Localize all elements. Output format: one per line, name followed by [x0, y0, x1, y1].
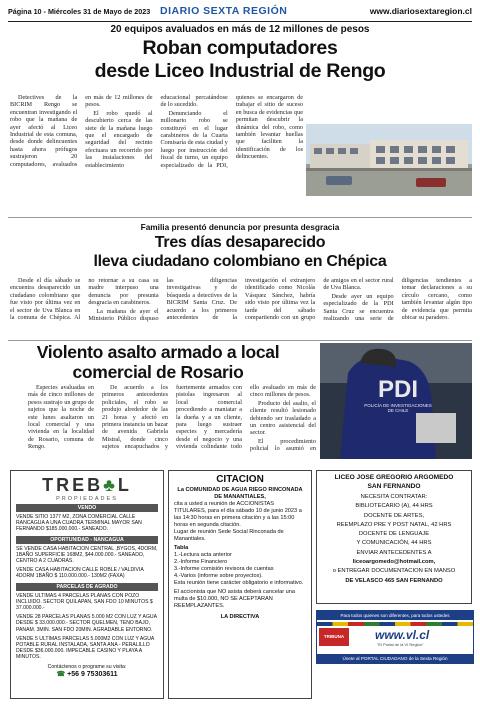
vl-cta: Únete al PORTAL CIUDADANO de la Sexta Región [317, 654, 473, 663]
citacion-tabla: Tabla [174, 545, 189, 551]
citacion-paragraph: El accionista que NO asista deberá cancelar una multa de $10.000, NO SE ACEPTARAN REEMPLAZANTES. [174, 589, 295, 609]
liceo-title-2: SAN FERNANDO [367, 482, 421, 490]
citacion-agenda-item: 1.-Lectura acta anterior [174, 552, 232, 558]
vl-color-strip [317, 622, 473, 626]
school-building-illustration [306, 124, 472, 196]
section-divider [8, 340, 472, 341]
liceo-line: Y COMUNICACIÓN, 44 HRS [356, 540, 432, 547]
pdi-line2: DE CHILE [387, 408, 409, 413]
citacion-paragraph: Esta reunión tiene carácter obligatorio e informativo. [174, 580, 304, 586]
trebol-listing: VENDE 28 PARCELAS PLANAS 5.000 M2 CON LUZ Y AGUA DESDE $ 33.000.000.- SECTOR QUELMEN, TENO BAJO, PANAM. 3MIN. SAN FDO 20MIN. AGRADABLE ENTORNO. [16, 614, 157, 633]
article3-paragraph: Especies avaluadas en más de cinco millones de pesos sustrajo un grupo de sujetos que la noche de este lunes asaltaron un local comercial y una vivienda en la localidad de Rosario, comuna de Rengo. [28, 384, 94, 451]
liceo-line: REEMPLAZO PRE Y POST NATAL, 42 HRS [336, 521, 452, 528]
trebol-contact: Contáctenos o programe su visita: [47, 663, 127, 670]
article3-paragraph: El procedimiento policial lo asumió en [250, 437, 316, 453]
trebol-logo [16, 475, 158, 496]
article1-body [10, 94, 303, 202]
article2-paragraph: Desde ayer un equipo especializado de la PDI Santa Cruz se encuentra realizando una serie de diligencias tendientes a tomar declaraciones a su círculo cercano, como también levantar algún tipo de evidencia que permita ubicar su paradero. [323, 277, 472, 323]
citacion-title: CITACION [216, 474, 264, 485]
article2-paragraph: La mañana de ayer el Ministerio Público dispuso las diligencias investigativas y de búsqueda a detectives de la BICRIM Santa Cruz. De acuerdo a los primeros antecedentes de la investigación el extranjero identificado como Nicolás Vásquez Sánchez, habría sido visto por última vez la tarde del sábado compartiendo con un grupo de amigos en el sector rural de Uva Blanca. [88, 277, 394, 323]
pdi-officer-photo [320, 343, 472, 459]
article2-headline-1: Tres días desaparecido [154, 234, 326, 251]
trebol-bar-parcelas: PARCELAS DE AGRADO [16, 583, 158, 591]
citacion-agenda-item: 2.-Informe Financiero [174, 559, 228, 565]
liceo-email[interactable]: liceoargomedo@hotmail.com, [352, 559, 436, 566]
liceo-ad [316, 470, 472, 604]
article3-headline-2: comercial de Rosario [72, 362, 244, 382]
trebol-listing: VENDE SITIO 1377 M2, ZONA COMERCIAL CALLE RANCAGUA A UNA CUADRA TERMINAL MAYOR SAN FERNANDO $185.000.000.- SANEADO. [16, 514, 142, 533]
citacion-ad [168, 470, 312, 699]
school-building-photo [306, 124, 472, 196]
vl-ticker: TRIBUNA [319, 628, 349, 646]
citacion-paragraph: Lugar de reunión Sede Social Rinconada de Manantiales. [174, 529, 284, 542]
article3-body [28, 384, 316, 457]
page-date: Página 10 - Miércoles 31 de Mayo de 2023 [8, 7, 151, 16]
vl-portal-ad[interactable] [316, 610, 474, 664]
article1-paragraph: El robo quedó al descubierto cerca de las siete de la mañana luego que el encargado de seguridad del recinto efectuara un recorrido por las instalaciones del establecimiento educacional percatándose de lo sucedido. [85, 94, 228, 169]
article2-paragraph: Desde el día sábado se encuentra desaparecido un ciudadano colombiano que fue visto por última vez en el sector de Uva Blanca en la comuna de Chépica. Al no retornar a su casa su madre interpuso una denuncia por presunta desgracia en carabineros. [10, 277, 159, 322]
trebol-bar-nancagua: OPORTUNIDAD - NANCAGUA [16, 536, 158, 544]
liceo-line: DE VELASCO 465 SAN FERNANDO [345, 577, 443, 584]
trebol-listing: VENDE CASA HABITACION CALLE ROBLE / VALDIVIA 4DORM 1BAÑO $ 110.000.000.- 130M2 (FAXA) [16, 567, 144, 580]
citacion-agenda-item: 3.-Informe comisión revisora de cuentas [174, 566, 274, 572]
trebol-listing: SE VENDE CASA HABITACION CENTRAL ,BYGOS, 4DORM, 1BAÑO SUPERFICIE 168M2, $44.000.000.- SANEADO, CENTRO A 2 CUADRAS. [16, 545, 158, 565]
trebol-phone[interactable] [16, 670, 158, 678]
article1-headline-1: Roban computadores [142, 37, 338, 59]
vl-slogan: "El Portal de la VI Región" [377, 642, 424, 647]
trebol-ad[interactable] [10, 470, 164, 699]
trebol-bar-vendo: VENDO [16, 504, 158, 512]
trebol-subtitle: PROPIEDADES [56, 496, 118, 502]
citacion-agenda-item: 4.-Varios (informe sobre proyectos). [174, 573, 263, 579]
pdi-emblem-text: PDI [377, 376, 418, 403]
trebol-listing: VENDE ULTIMAS 4 PARCELAS PLANAS CON POZO INCLUIDO. SECTOR QUILAPAN, SAN FDO 10 MINUTOS $ 37.000.000.- [16, 592, 153, 612]
liceo-line: o ENTREGAR DOCUMENTACION EN MANSO [332, 568, 456, 575]
liceo-line: DOCENTE DE LENGUAJE [358, 531, 430, 538]
liceo-line: DOCENTE DE ARTES, [363, 512, 425, 519]
trebol-phone-number: +56 9 75303611 [67, 670, 118, 678]
article3-paragraph: Producto del asalto, el cliente resultó lesionado debiendo ser trasladado a un centro asistencial del sector. [250, 399, 316, 437]
trebol-brand-suffix: L [117, 475, 132, 495]
liceo-title-1: LICEO JOSE GREGORIO ARGOMEDO [334, 474, 454, 481]
article2-headline-2: lleva ciudadano colombiano en Chépica [93, 253, 387, 270]
pdi-vest-print [360, 377, 436, 413]
vl-tagline: Para todos quienes son diferentes, para todos ustedes [317, 611, 473, 620]
liceo-line: ENVIAR ANTECEDENTES A [356, 549, 432, 556]
pdi-line1: POLICÍA DE INVESTIGACIONES [364, 403, 432, 408]
liceo-line: NECESITA CONTRATAR: [360, 494, 428, 500]
article1-kicker: 20 equipos avaluados en más de 12 millones de pesos [110, 24, 370, 35]
vl-url[interactable]: www.vl.cl [375, 628, 430, 642]
article3-headline-1: Violento asalto armado a local [36, 342, 280, 362]
citacion-paragraph: cita a usted a reunión de ACCIONISTAS TITULARES, para el día sábado 10 de junio 2023 a las 14:30 horas en primera citación y a las 15:00 horas en segunda citación. [174, 501, 302, 528]
masthead-brand: DIARIO SEXTA REGIÓN [160, 5, 288, 17]
article1-paragraph: Denunciando el millonario robo se constituyó en el lugar carabineros de la Cuarta Comisaría de esta ciudad y luego por instrucción del fiscal de turno, un equipo especializado de la PDI, quienes se encargaron de trabajar el sitio de suceso en busca de evidencias que permitan descubrir la dinámica del robo, como también levantar huellas que faciliten la identificación de los delincuentes. [160, 94, 303, 169]
article1-paragraph: Detectives de la BICRIM Rengo se encuentran investigando el robo que la mañana de ayer afectó al Liceo Industrial de esta comuna, desde donde delincuentes hasta ahora prófugos sustrajeron 20 computadores, avaluados en más de 12 millones de pesos. [10, 94, 153, 168]
article2-kicker: Familia presentó denuncia por presunta desgracia [140, 222, 340, 232]
website-link[interactable]: www.diariosextaregion.cl [369, 6, 472, 16]
liceo-line: BIBLIOTECARIO (A), 44 HRS [355, 503, 433, 510]
article1-headline-2: desde Liceo Industrial de Rengo [94, 60, 386, 82]
citacion-intro: La COMUNIDAD DE AGUA RIEGO RINCONADA DE MANANTIALES, [177, 487, 303, 500]
whatsapp-icon: ☎ [56, 670, 66, 678]
citacion-signature: LA DIRECTIVA [220, 614, 260, 620]
section-divider [8, 217, 472, 218]
clover-icon: ♣ [103, 475, 118, 495]
trebol-brand: TREB [42, 475, 104, 495]
page-header [8, 5, 472, 22]
article3-paragraph: De acuerdo a los primeros antecedentes policiales, el robo se produjo alrededor de las 21 horas y afectó en primera instancia un bazar de avenida Gabriela Mistral, donde cinco sujetos encapuchados y fuertemente armados con pistolas ingresaron al local comercial procediendo a maniatar a la dueña y a un cliente, para luego sustraer especies y mercadería desde el negocio y una vivienda colindante todo ello avaluado en más de cinco millones de pesos. [102, 384, 316, 451]
trebol-listing: VENDE 5 ULTIMAS PARCELAS 5.000M2 CON LUZ Y AGUA POTABLE RURAL INSTALADA, SANTA ANA - PERALILLO DESDE $36.000.000. IMPECABLE CASINO Y PLAYA A MINUTOS. [16, 635, 155, 661]
article2-body [10, 277, 472, 333]
